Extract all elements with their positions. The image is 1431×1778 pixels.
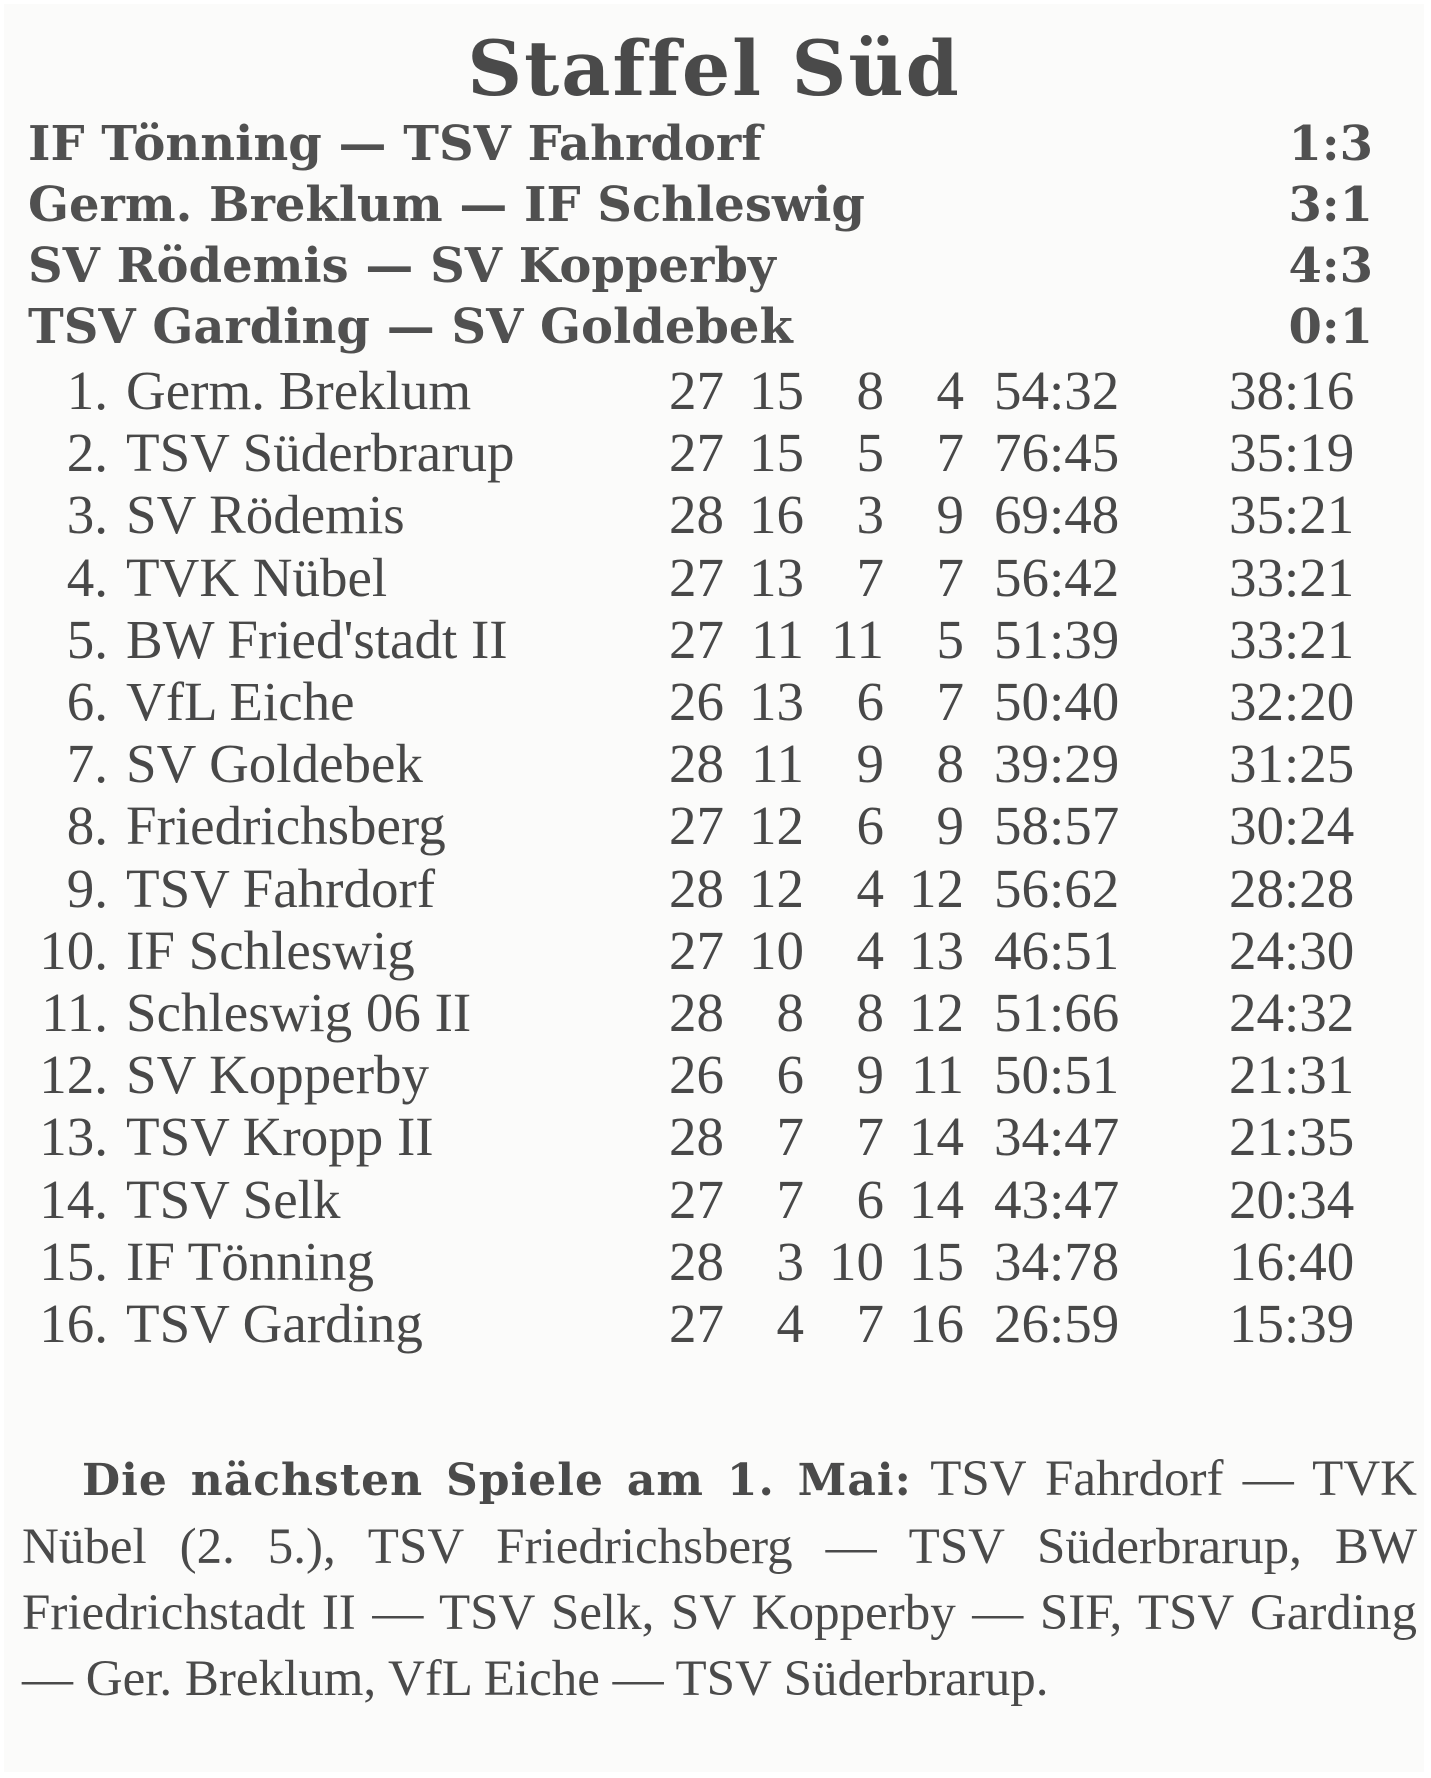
rank: 5. bbox=[66, 608, 108, 670]
goal-ratio: 56:42 bbox=[994, 546, 1120, 608]
wins: 7 bbox=[776, 1106, 804, 1168]
team-name: TSV Süderbrarup bbox=[126, 422, 515, 484]
games-played: 26 bbox=[669, 1044, 724, 1106]
wins: 15 bbox=[749, 360, 804, 421]
wins: 10 bbox=[749, 919, 804, 981]
draws: 3 bbox=[856, 484, 884, 546]
goal-ratio: 34:47 bbox=[994, 1106, 1120, 1168]
games-played: 27 bbox=[669, 422, 724, 484]
games-played: 27 bbox=[669, 546, 724, 608]
wins: 12 bbox=[749, 857, 804, 919]
games-played: 27 bbox=[669, 919, 724, 981]
losses: 7 bbox=[936, 422, 964, 484]
losses: 8 bbox=[936, 733, 964, 795]
rank: 13. bbox=[39, 1106, 108, 1168]
points: 21:31 bbox=[1229, 1044, 1355, 1106]
result-score: 4:3 bbox=[1288, 238, 1373, 294]
result-match: IF Tönning — TSV Fahrdorf bbox=[28, 116, 762, 172]
losses: 7 bbox=[936, 671, 964, 732]
points: 15:39 bbox=[1229, 1293, 1355, 1354]
losses: 12 bbox=[909, 982, 964, 1043]
wins: 13 bbox=[749, 671, 804, 732]
team-name: SV Rödemis bbox=[126, 484, 405, 546]
games-played: 26 bbox=[669, 671, 724, 732]
newspaper-clipping bbox=[4, 4, 1424, 1772]
goal-ratio: 76:45 bbox=[994, 422, 1120, 484]
goal-ratio: 46:51 bbox=[994, 919, 1120, 981]
goal-ratio: 51:39 bbox=[994, 608, 1120, 670]
result-match: SV Rödemis — SV Kopperby bbox=[28, 238, 776, 294]
losses: 4 bbox=[936, 360, 964, 421]
draws: 10 bbox=[829, 1230, 884, 1292]
result-row bbox=[28, 234, 1373, 298]
losses: 14 bbox=[909, 1106, 964, 1168]
goal-ratio: 26:59 bbox=[994, 1293, 1120, 1354]
goal-ratio: 39:29 bbox=[994, 733, 1120, 795]
points: 30:24 bbox=[1229, 795, 1355, 857]
rank: 1. bbox=[66, 360, 108, 421]
points: 32:20 bbox=[1229, 671, 1355, 732]
goal-ratio: 43:47 bbox=[994, 1168, 1120, 1230]
wins: 11 bbox=[751, 733, 804, 795]
team-name: Germ. Breklum bbox=[126, 360, 472, 421]
goal-ratio: 34:78 bbox=[994, 1230, 1120, 1292]
goal-ratio: 54:32 bbox=[994, 360, 1120, 421]
wins: 4 bbox=[776, 1293, 804, 1354]
losses: 9 bbox=[936, 795, 964, 857]
points: 24:30 bbox=[1229, 919, 1355, 981]
team-name: TSV Kropp II bbox=[126, 1106, 434, 1168]
losses: 16 bbox=[909, 1293, 964, 1354]
table-row bbox=[4, 1293, 1424, 1355]
team-name: BW Fried'stadt II bbox=[126, 608, 508, 670]
table-row bbox=[4, 609, 1424, 671]
result-match: TSV Garding — SV Goldebek bbox=[28, 299, 793, 355]
team-name: TSV Garding bbox=[126, 1293, 423, 1354]
draws: 7 bbox=[856, 1293, 884, 1354]
draws: 5 bbox=[856, 422, 884, 484]
points: 28:28 bbox=[1229, 857, 1355, 919]
team-name: Schleswig 06 II bbox=[126, 982, 472, 1043]
table-row bbox=[4, 920, 1424, 982]
losses: 5 bbox=[936, 608, 964, 670]
losses: 12 bbox=[909, 857, 964, 919]
next-matches-paragraph bbox=[22, 1446, 1417, 1712]
result-row bbox=[28, 295, 1373, 359]
games-played: 28 bbox=[669, 733, 724, 795]
next-matches-lead: Die nächsten Spiele am 1. Mai: bbox=[82, 1455, 912, 1506]
rank: 11. bbox=[41, 982, 108, 1043]
draws: 9 bbox=[856, 1044, 884, 1106]
losses: 9 bbox=[936, 484, 964, 546]
rank: 6. bbox=[66, 671, 108, 732]
points: 35:21 bbox=[1229, 484, 1355, 546]
table-row bbox=[4, 671, 1424, 733]
goal-ratio: 56:62 bbox=[994, 857, 1120, 919]
table-row bbox=[4, 1106, 1424, 1168]
games-played: 28 bbox=[669, 1230, 724, 1292]
points: 35:19 bbox=[1229, 422, 1355, 484]
team-name: TSV Selk bbox=[126, 1168, 341, 1230]
table-row bbox=[4, 1169, 1424, 1231]
result-score: 3:1 bbox=[1288, 177, 1373, 233]
next-matches-text: TSV Fahrdorf — TVK Nübel (2. 5.), TSV Friedrichsberg — TSV Süderbrarup, BW Friedrichstadt II — TSV Selk, SV Kopperby — SIF, TSV Garding — Ger. Breklum, VfL Eiche — TSV Süderbrarup. bbox=[22, 1451, 1417, 1707]
losses: 13 bbox=[909, 919, 964, 981]
table-row bbox=[4, 422, 1424, 484]
table-row bbox=[4, 858, 1424, 920]
games-played: 28 bbox=[669, 1106, 724, 1168]
table-row bbox=[4, 360, 1424, 422]
rank: 7. bbox=[66, 733, 108, 795]
goal-ratio: 50:40 bbox=[994, 671, 1120, 732]
table-row bbox=[4, 484, 1424, 546]
games-played: 27 bbox=[669, 360, 724, 421]
draws: 6 bbox=[856, 671, 884, 732]
goal-ratio: 51:66 bbox=[994, 982, 1120, 1043]
points: 33:21 bbox=[1229, 546, 1355, 608]
rank: 14. bbox=[39, 1168, 108, 1230]
result-score: 0:1 bbox=[1288, 299, 1373, 355]
games-played: 27 bbox=[669, 795, 724, 857]
wins: 6 bbox=[776, 1044, 804, 1106]
wins: 7 bbox=[776, 1168, 804, 1230]
wins: 13 bbox=[749, 546, 804, 608]
table-row bbox=[4, 1231, 1424, 1293]
losses: 11 bbox=[911, 1044, 964, 1106]
wins: 12 bbox=[749, 795, 804, 857]
games-played: 27 bbox=[669, 608, 724, 670]
rank: 2. bbox=[66, 422, 108, 484]
rank: 10. bbox=[39, 919, 108, 981]
losses: 7 bbox=[936, 546, 964, 608]
games-played: 27 bbox=[669, 1293, 724, 1354]
draws: 7 bbox=[856, 1106, 884, 1168]
rank: 8. bbox=[66, 795, 108, 857]
draws: 6 bbox=[856, 795, 884, 857]
points: 21:35 bbox=[1229, 1106, 1355, 1168]
result-score: 1:3 bbox=[1288, 116, 1373, 172]
points: 24:32 bbox=[1229, 982, 1355, 1043]
team-name: TVK Nübel bbox=[126, 546, 388, 608]
team-name: IF Tönning bbox=[126, 1230, 375, 1292]
team-name: Friedrichsberg bbox=[126, 795, 446, 857]
team-name: SV Goldebek bbox=[126, 733, 423, 795]
games-played: 28 bbox=[669, 484, 724, 546]
team-name: VfL Eiche bbox=[126, 671, 355, 732]
table-row bbox=[4, 733, 1424, 795]
goal-ratio: 58:57 bbox=[994, 795, 1120, 857]
table-row bbox=[4, 982, 1424, 1044]
games-played: 28 bbox=[669, 857, 724, 919]
table-row bbox=[4, 795, 1424, 857]
rank: 12. bbox=[39, 1044, 108, 1106]
team-name: TSV Fahrdorf bbox=[126, 857, 436, 919]
rank: 16. bbox=[39, 1293, 108, 1354]
games-played: 27 bbox=[669, 1168, 724, 1230]
draws: 6 bbox=[856, 1168, 884, 1230]
points: 31:25 bbox=[1229, 733, 1355, 795]
draws: 4 bbox=[856, 919, 884, 981]
wins: 8 bbox=[776, 982, 804, 1043]
table-row bbox=[4, 547, 1424, 609]
goal-ratio: 69:48 bbox=[994, 484, 1120, 546]
points: 38:16 bbox=[1229, 360, 1355, 421]
rank: 3. bbox=[66, 484, 108, 546]
points: 33:21 bbox=[1229, 608, 1355, 670]
wins: 3 bbox=[776, 1230, 804, 1292]
draws: 9 bbox=[856, 733, 884, 795]
team-name: SV Kopperby bbox=[126, 1044, 430, 1106]
result-match: Germ. Breklum — IF Schleswig bbox=[28, 177, 865, 233]
draws: 4 bbox=[856, 857, 884, 919]
result-row bbox=[28, 112, 1373, 176]
goal-ratio: 50:51 bbox=[994, 1044, 1120, 1106]
games-played: 28 bbox=[669, 982, 724, 1043]
rank: 15. bbox=[39, 1230, 108, 1292]
losses: 15 bbox=[909, 1230, 964, 1292]
rank: 4. bbox=[66, 546, 108, 608]
team-name: IF Schleswig bbox=[126, 919, 415, 981]
wins: 15 bbox=[749, 422, 804, 484]
section-heading: Staffel Süd bbox=[467, 24, 961, 113]
draws: 8 bbox=[856, 982, 884, 1043]
table-row bbox=[4, 1044, 1424, 1106]
rank: 9. bbox=[66, 857, 108, 919]
result-row bbox=[28, 173, 1373, 237]
draws: 7 bbox=[856, 546, 884, 608]
points: 20:34 bbox=[1229, 1168, 1355, 1230]
points: 16:40 bbox=[1229, 1230, 1355, 1292]
wins: 11 bbox=[751, 608, 804, 670]
wins: 16 bbox=[749, 484, 804, 546]
draws: 8 bbox=[856, 360, 884, 421]
draws: 11 bbox=[831, 608, 884, 670]
losses: 14 bbox=[909, 1168, 964, 1230]
